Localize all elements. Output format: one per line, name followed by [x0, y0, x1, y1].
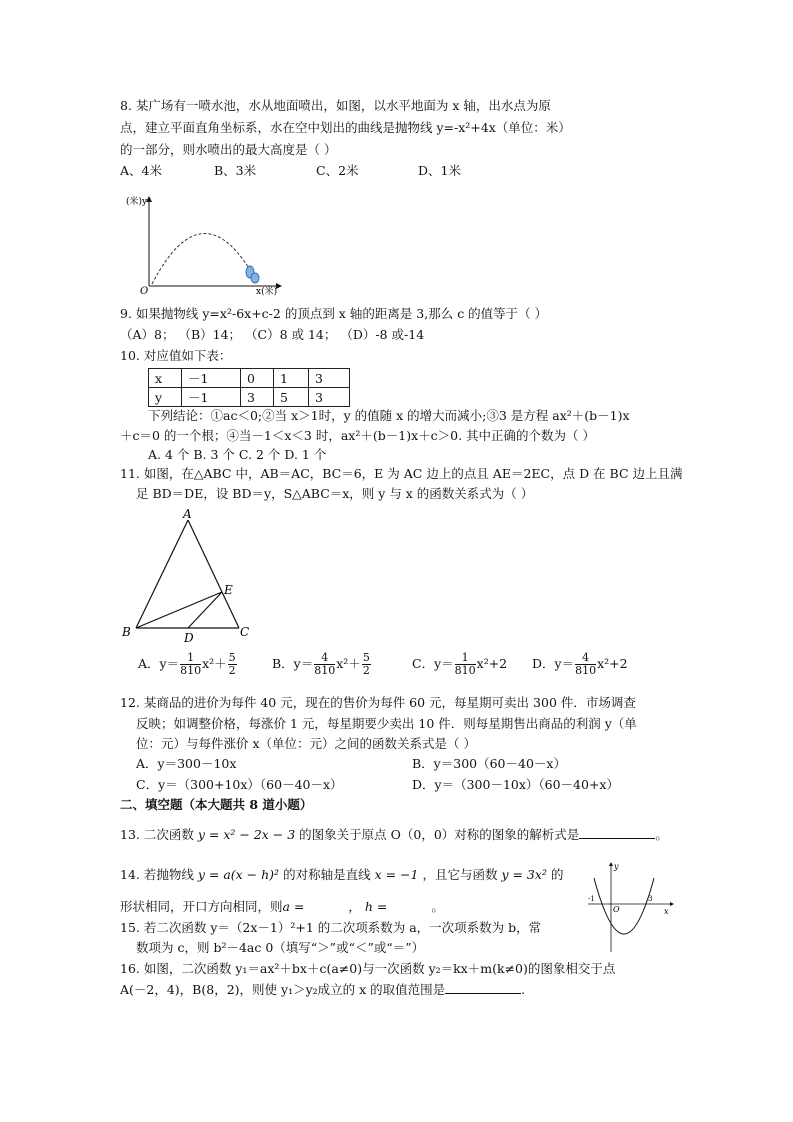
q8-option-b: B、3米: [214, 163, 257, 178]
triangle-figure: [118, 506, 258, 646]
q9-line2: （A）8； （B）14； （C）8 或 14； （D）-8 或-14: [120, 327, 425, 342]
q11-option-b: B．y＝ $\frac{4}{810}$ x²＋ $\frac{5}{2}$: [272, 651, 370, 677]
point-e-label: E: [224, 583, 233, 597]
table-cell: 1: [274, 369, 309, 388]
q12-line3: 位：元）与每件涨价 x（单位：元）之间的函数关系式是（ ）: [136, 736, 476, 751]
q14-a-label: a =: [282, 899, 305, 914]
q8-line2: 点，建立平面直角坐标系，水在空中划出的曲线是抛物线 y=-x²+4x（单位：米）: [120, 120, 571, 135]
q10-line1: 下列结论：①ac＜0;②当 x＞1时，y 的值随 x 的增大而减小;③3 是方程 ax²＋(b－1)x: [148, 408, 630, 423]
q13-answer-blank[interactable]: [579, 826, 655, 839]
small-graph-y: y: [614, 862, 619, 871]
q14-expression-1: y = a(x − h)²: [197, 867, 280, 882]
q10-options: A. 4 个 B. 3 个 C. 2 个 D. 1 个: [148, 447, 327, 462]
q12-line2: 反映；如调整价格，每涨价 1 元，每星期要少卖出 10 件．则每星期售出商品的利润 y（单: [136, 716, 637, 731]
q15-line2: 数项为 c，则 b²－4ac 0（填写“＞”或“＜”或“＝”）: [136, 940, 425, 955]
q11-option-c: C．y＝ $\frac{1}{810}$ x²+2: [412, 651, 508, 677]
table-cell: 5: [274, 388, 309, 407]
small-graph-x: x: [664, 907, 669, 916]
vertex-a-label: A: [183, 507, 192, 521]
q14-line2: 形状相同，开口方向相同，则a = ， h = 。: [120, 899, 444, 914]
table-cell: 3: [309, 369, 350, 388]
q12-option-a: A．y＝300－10x: [136, 756, 237, 771]
q12-option-d: D．y＝（300－10x）（60－40+x）: [412, 777, 619, 792]
q11-option-a: A．y＝ $\frac{1}{810}$ x²＋ $\frac{5}{2}$: [138, 651, 236, 677]
small-graph-3: 3: [648, 895, 653, 903]
q14-expression-2: x = −1: [374, 867, 419, 882]
q14-expression-3: y = 3x²: [501, 867, 547, 882]
section-heading: 二、填空题（本大题共 8 道小题）: [120, 797, 313, 812]
point-d-label: D: [184, 631, 194, 645]
q10-line2: ＋c＝0 的一个根；④当－1＜x＜3 时，ax²＋(b－1)x＋c＞0. 其中正确的个数为（ ）: [120, 428, 596, 443]
table-cell: 3: [241, 388, 274, 407]
table-row: [149, 388, 350, 407]
q8-line1: 8. 某广场有一喷水池，水从地面喷出，如图，以水平地面为 x 轴，出水点为原: [120, 98, 551, 113]
q11-line2: 足 BD＝DE，设 BD＝y，S△ABC＝x，则 y 与 x 的函数关系式为（ ）: [136, 486, 534, 501]
q12-option-b: B．y＝300（60－40－x）: [412, 756, 566, 771]
q13-line: 13. 二次函数 y = x² − 2x − 3 的图象关于原点 O（0，0）对称的图象的解析式是 。: [120, 827, 668, 842]
vertex-b-label: B: [122, 625, 131, 639]
table-cell: －1: [182, 369, 241, 388]
fountain-figure: [124, 190, 284, 300]
fountain-x-label: x(米): [256, 287, 278, 297]
q10-title: 10. 对应值如下表：: [120, 348, 232, 363]
q12-line1: 12. 某商品的进价为每件 40 元，现在的售价为每件 60 元，每星期可卖出 300 件．市场调查: [120, 695, 636, 710]
parabola-small-graph: [584, 860, 676, 956]
q14-h-label: h =: [364, 899, 388, 914]
q14-line1: 14. 若抛物线 y = a(x − h)² 的对称轴是直线 x = −1 ，且它与函数 y = 3x² 的: [120, 867, 564, 882]
small-graph-minus1: -1: [588, 895, 595, 903]
table-cell: 3: [309, 388, 350, 407]
fountain-origin: O: [140, 286, 149, 297]
table-row: [149, 369, 350, 388]
q8-option-a: A、4米: [120, 163, 162, 178]
q10-value-table: [148, 368, 350, 407]
q9-line1: 9. 如果抛物线 y=x²-6x+c-2 的顶点到 x 轴的距离是 3,那么 c 的值等于（ ）: [120, 306, 548, 321]
q15-line1: 15. 若二次函数 y＝（2x－1）²+1 的二次项系数为 a，一次项系数为 b，常: [120, 920, 542, 935]
q16-answer-blank[interactable]: [445, 981, 521, 994]
q11-option-d: D．y＝ $\frac{4}{810}$ x²+2: [532, 651, 628, 677]
table-cell: y: [149, 388, 182, 407]
q13-expression: y = x² − 2x − 3: [197, 827, 296, 842]
q16-line2: A(－2，4)，B(8，2)，则使 y₁＞y₂成立的 x 的取值范围是 .: [120, 982, 526, 997]
q8-line3: 的一部分，则水喷出的最大高度是（ ）: [120, 142, 337, 157]
table-cell: －1: [182, 388, 241, 407]
vertex-c-label: C: [240, 625, 250, 639]
table-cell: x: [149, 369, 182, 388]
q8-option-d: D、1米: [418, 163, 461, 178]
small-graph-origin: O: [613, 905, 620, 914]
q16-line1: 16. 如图，二次函数 y₁＝ax²＋bx＋c(a≠0)与一次函数 y₂＝kx＋m(k≠0)的图象相交于点: [120, 961, 616, 976]
q11-line1: 11. 如图，在△ABC 中，AB＝AC，BC＝6，E 为 AC 边上的点且 AE＝2EC，点 D 在 BC 边上且满: [120, 466, 683, 481]
q12-option-c: C．y＝（300+10x）（60－40－x）: [136, 777, 343, 792]
fountain-y-label: (米)y: [126, 197, 148, 207]
q8-option-c: C、2米: [316, 163, 359, 178]
table-cell: 0: [241, 369, 274, 388]
